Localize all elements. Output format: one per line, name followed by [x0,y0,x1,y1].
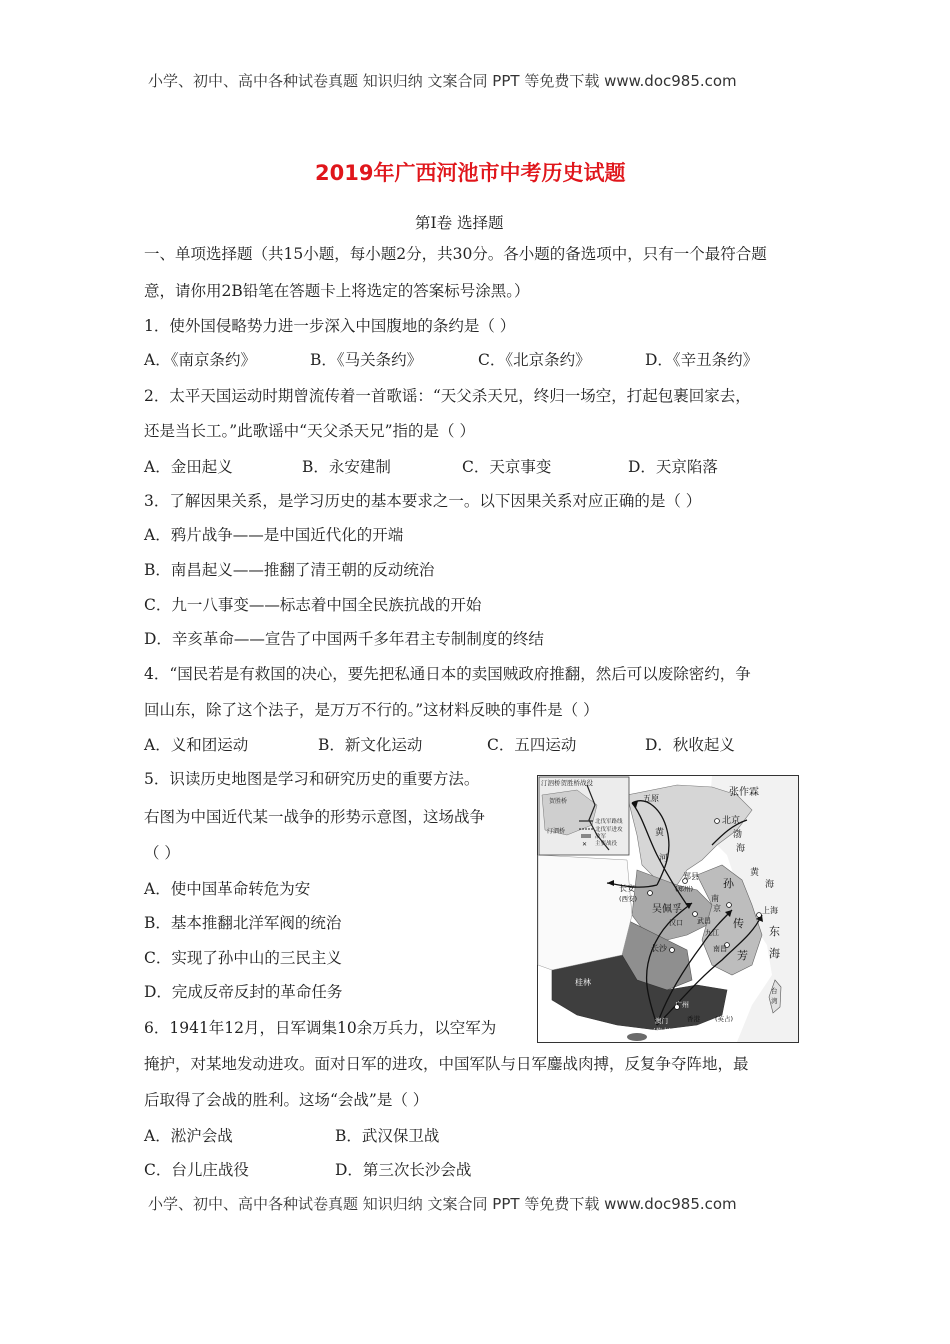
svg-text:京: 京 [713,904,721,913]
svg-text:汉口: 汉口 [669,919,683,927]
option: C．实现了孙中山的三民主义 [144,949,342,967]
svg-text:南昌: 南昌 [713,945,727,953]
svg-text:郑县: 郑县 [683,872,699,881]
svg-text:汀泗桥: 汀泗桥 [547,828,566,835]
question-6-stem: 掩护，对某地发动进攻。面对日军的进攻，中国军队与日军鏖战肉搏，反复争夺阵地，最 [144,1055,749,1073]
svg-text:上海: 上海 [762,906,778,915]
question-4-stem: 4．“国民若是有救国的决心，要先把私通日本的卖国贼政府推翻，然后可以废除密约，争 [144,665,751,683]
svg-text:海: 海 [769,947,780,960]
option: D．完成反帝反封的革命任务 [144,983,343,1001]
question-5-stem: 5．识读历史地图是学习和研究历史的重要方法。 [144,770,480,788]
section-title: 第Ⅰ卷 选择题 [415,214,504,232]
question-4-stem: 回山东，除了这个法子，是万万不行的。”这材料反映的事件是（ ） [144,701,599,719]
svg-text:武昌: 武昌 [697,917,711,925]
svg-text:贺胜桥: 贺胜桥 [549,798,568,805]
svg-text:芳: 芳 [737,949,748,962]
intro-line: 一、单项选择题（共15小题，每小题2分，共30分。各小题的备选项中，只有一个最符合题 [144,245,767,263]
option: A．《南京条约》 [144,351,256,369]
option: B．武汉保卫战 [335,1127,440,1145]
svg-text:湾: 湾 [771,997,778,1005]
northern-expedition-map [537,775,799,1043]
svg-text:北京: 北京 [722,816,741,826]
svg-text:长沙: 长沙 [651,944,667,953]
map-labels-south [575,977,591,987]
svg-text:香港: 香港 [687,1015,700,1023]
svg-text:张作霖: 张作霖 [729,787,759,798]
option: B．《马关条约》 [310,351,423,369]
question-5-stem: （ ） [144,844,180,862]
svg-text:(西安): (西安) [619,895,638,903]
svg-text:(英占): (英占) [715,1015,734,1023]
question-1-stem: 1．使外国侵略势力进一步深入中国腹地的条约是（ ） [144,317,516,335]
region-west [538,855,632,970]
option: A．金田起义 [144,458,233,476]
option: C．五四运动 [487,736,577,754]
svg-text:黄: 黄 [750,868,760,878]
option: A．义和团运动 [144,736,249,754]
svg-text:桂林: 桂林 [575,978,591,987]
option: A．使中国革命转危为安 [144,880,311,898]
svg-text:海: 海 [765,880,775,890]
svg-text:五原: 五原 [643,794,659,803]
svg-text:澳门: 澳门 [655,1017,668,1025]
svg-text:(郑州): (郑州) [675,885,694,893]
question-2-stem: 2．太平天国运动时期曾流传着一首歌谣：“天父杀天兄，终归一场空，打起包裹回家去， [144,387,751,405]
option: D．《辛丑条约》 [645,351,759,369]
svg-text:台: 台 [771,987,778,995]
option: C．《北京条约》 [478,351,591,369]
svg-text:长安: 长安 [619,884,635,893]
svg-text:东: 东 [769,925,780,938]
svg-text:主要战役: 主要战役 [595,841,618,847]
svg-text:传: 传 [733,917,744,930]
question-6-stem: 6．1941年12月，日军调集10余万兵力，以空军为 [144,1019,497,1037]
question-6-stem: 后取得了会战的胜利。这场“会战”是（ ） [144,1091,429,1109]
question-3-stem: 3．了解因果关系，是学习历史的基本要求之一。以下因果关系对应正确的是（ ） [144,492,702,510]
svg-text:九江: 九江 [705,929,719,937]
svg-text:(葡占): (葡占) [653,1027,672,1035]
option: B．永安建制 [302,458,391,476]
option: C．天京事变 [462,458,552,476]
option: C．台儿庄战役 [144,1161,249,1179]
option: D．秋收起义 [645,736,735,754]
svg-text:南: 南 [711,894,719,903]
option: A．鸦片战争——是中国近代化的开端 [144,526,404,544]
option: D．辛亥革命——宣告了中国两千多年君主专制制度的终结 [144,630,544,648]
svg-text:河: 河 [659,854,669,864]
svg-text:敌军: 敌军 [595,834,607,840]
svg-text:黄: 黄 [655,828,665,838]
question-2-stem: 还是当长工。”此歌谣中“天父杀天兄”指的是（ ） [144,422,475,440]
svg-text:海: 海 [736,844,746,854]
option: D．天京陷落 [628,458,718,476]
page-footer: 小学、初中、高中各种试卷真题 知识归纳 文案合同 PPT 等免费下载 www.doc985.com [148,1195,737,1213]
svg-text:孙: 孙 [723,877,734,890]
intro-line: 意，请你用2B铅笔在答题卡上将选定的答案标号涂黑。） [144,282,530,300]
inset-title: 汀泗桥贺胜桥战役 [541,779,593,787]
option: D．第三次长沙会战 [335,1161,472,1179]
option: B．基本推翻北洋军阀的统治 [144,914,342,932]
option: B．新文化运动 [318,736,423,754]
question-5-stem: 右图为中国近代某一战争的形势示意图，这场战争 [144,808,486,826]
svg-text:渤: 渤 [733,830,743,840]
svg-text:广州: 广州 [675,1001,689,1009]
page-title: 2019年广西河池市中考历史试题 [315,161,626,185]
svg-text:北伐军进攻: 北伐军进攻 [595,827,623,833]
svg-text:✕: ✕ [582,841,588,848]
svg-text:北伐军路线: 北伐军路线 [595,819,623,825]
svg-text:吴佩孚: 吴佩孚 [652,904,682,915]
option: A．淞沪会战 [144,1127,233,1145]
option: C．九一八事变——标志着中国全民族抗战的开始 [144,596,482,614]
option: B．南昌起义——推翻了清王朝的反动统治 [144,561,435,579]
page-header: 小学、初中、高中各种试卷真题 知识归纳 文案合同 PPT 等免费下载 www.doc985.com [148,72,737,90]
